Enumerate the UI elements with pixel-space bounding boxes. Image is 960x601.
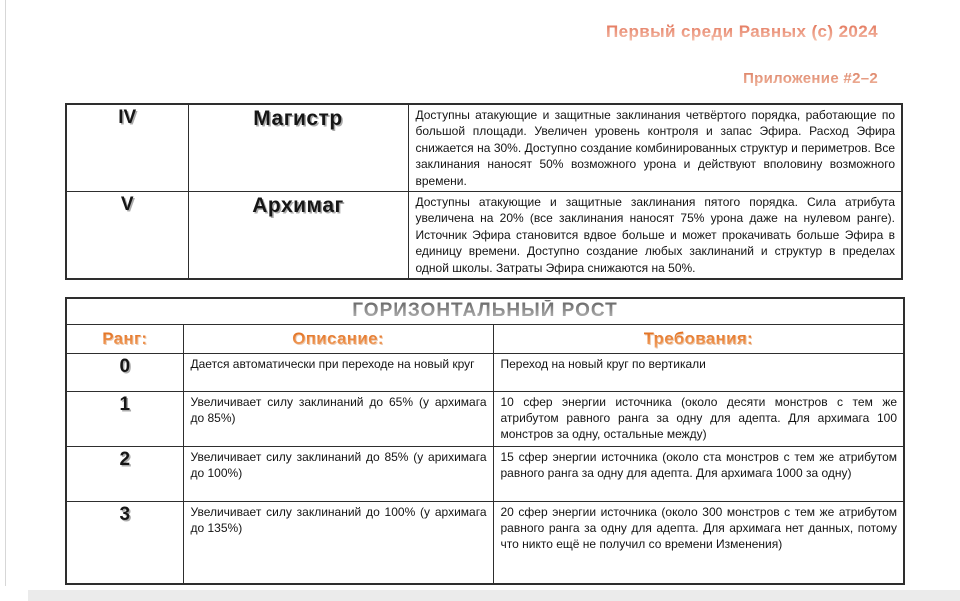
requirements-column-header: Требования: — [643, 328, 754, 348]
rank-description-cell: Доступны атакующие и защитные заклинания пятого порядка. Сила атрибута увеличена на 20% (все заклинания наносят 75% урона даже на нулевом ранге). Источник Эфира становится вдвое больше и может прокачивать больше Эфира в единицу времени. Доступно создание любых заклинаний и структур в пределах одной школы. Затраты Эфира снижаются на 50%. — [408, 192, 902, 280]
description-column-header: Описание: — [292, 328, 384, 348]
page-edge-line — [5, 0, 6, 586]
table-header-row — [66, 324, 904, 353]
growth-rank-cell: 2 — [66, 446, 183, 501]
growth-description-cell: Увеличивает силу заклинаний до 100% (у архимага до 135%) — [183, 501, 493, 584]
rank-name-cell: Магистр — [188, 104, 408, 192]
growth-requirements-cell: 15 сфер энергии источника (около ста монстров с тем же атрибутом равного ранга за одну для адепта. Для архимага 1000 за одну) — [493, 446, 904, 501]
requirements-column-header-cell — [493, 324, 904, 353]
table-row — [66, 353, 904, 391]
rank-numeral-cell: IV — [66, 104, 188, 192]
table-title-row — [66, 298, 904, 324]
growth-requirements-cell: 20 сфер энергии источника (около 300 монстров с тем же атрибутом равного ранга за одну для адепта. Для архимага нет данных, потому что никто ещё не получил со времени Изменения) — [493, 501, 904, 584]
rank-numeral-cell: V — [66, 192, 188, 280]
growth-description-cell: Увеличивает силу заклинаний до 65% (у архимага до 85%) — [183, 391, 493, 446]
growth-description-cell: Дается автоматически при переходе на новый круг — [183, 353, 493, 391]
table-row — [66, 192, 902, 280]
rank-column-header-cell — [66, 324, 183, 353]
growth-table-title: ГОРИЗОНТАЛЬНЫЙ РОСТ — [352, 300, 618, 322]
horizontal-growth-table — [65, 297, 905, 585]
growth-rank-cell: 1 — [66, 391, 183, 446]
rank-column-header: Ранг: — [102, 328, 148, 348]
rank-description-cell: Доступны атакующие и защитные заклинания четвёртого порядка, работающие по большой площади. Увеличен уровень контроля и запас Эфира. Расход Эфира снижается на 30%. Доступно создание комбинированных структур и периметров. Все заклинания наносят 50% возможного урона и действуют вполовину возможного времени. — [408, 104, 902, 192]
appendix-label: Приложение #2–2 — [743, 70, 878, 87]
doc-copyright-title: Первый среди Равных (с) 2024 — [606, 22, 878, 41]
growth-table-title-cell — [66, 298, 904, 324]
growth-rank-cell: 3 — [66, 501, 183, 584]
rank-name-cell: Архимаг — [188, 192, 408, 280]
page-bottom-edge — [28, 590, 960, 601]
description-column-header-cell — [183, 324, 493, 353]
table-row — [66, 391, 904, 446]
growth-rank-cell: 0 — [66, 353, 183, 391]
table-row — [66, 104, 902, 192]
table-row — [66, 446, 904, 501]
growth-requirements-cell: 10 сфер энергии источника (около десяти монстров с тем же атрибутом равного ранга за одну для адепта. Для архимага 100 монстров за одну, остальные между) — [493, 391, 904, 446]
mage-ranks-table — [65, 103, 903, 280]
growth-requirements-cell: Переход на новый круг по вертикали — [493, 353, 904, 391]
growth-description-cell: Увеличивает силу заклинаний до 85% (у арихимага до 100%) — [183, 446, 493, 501]
table-row — [66, 501, 904, 584]
